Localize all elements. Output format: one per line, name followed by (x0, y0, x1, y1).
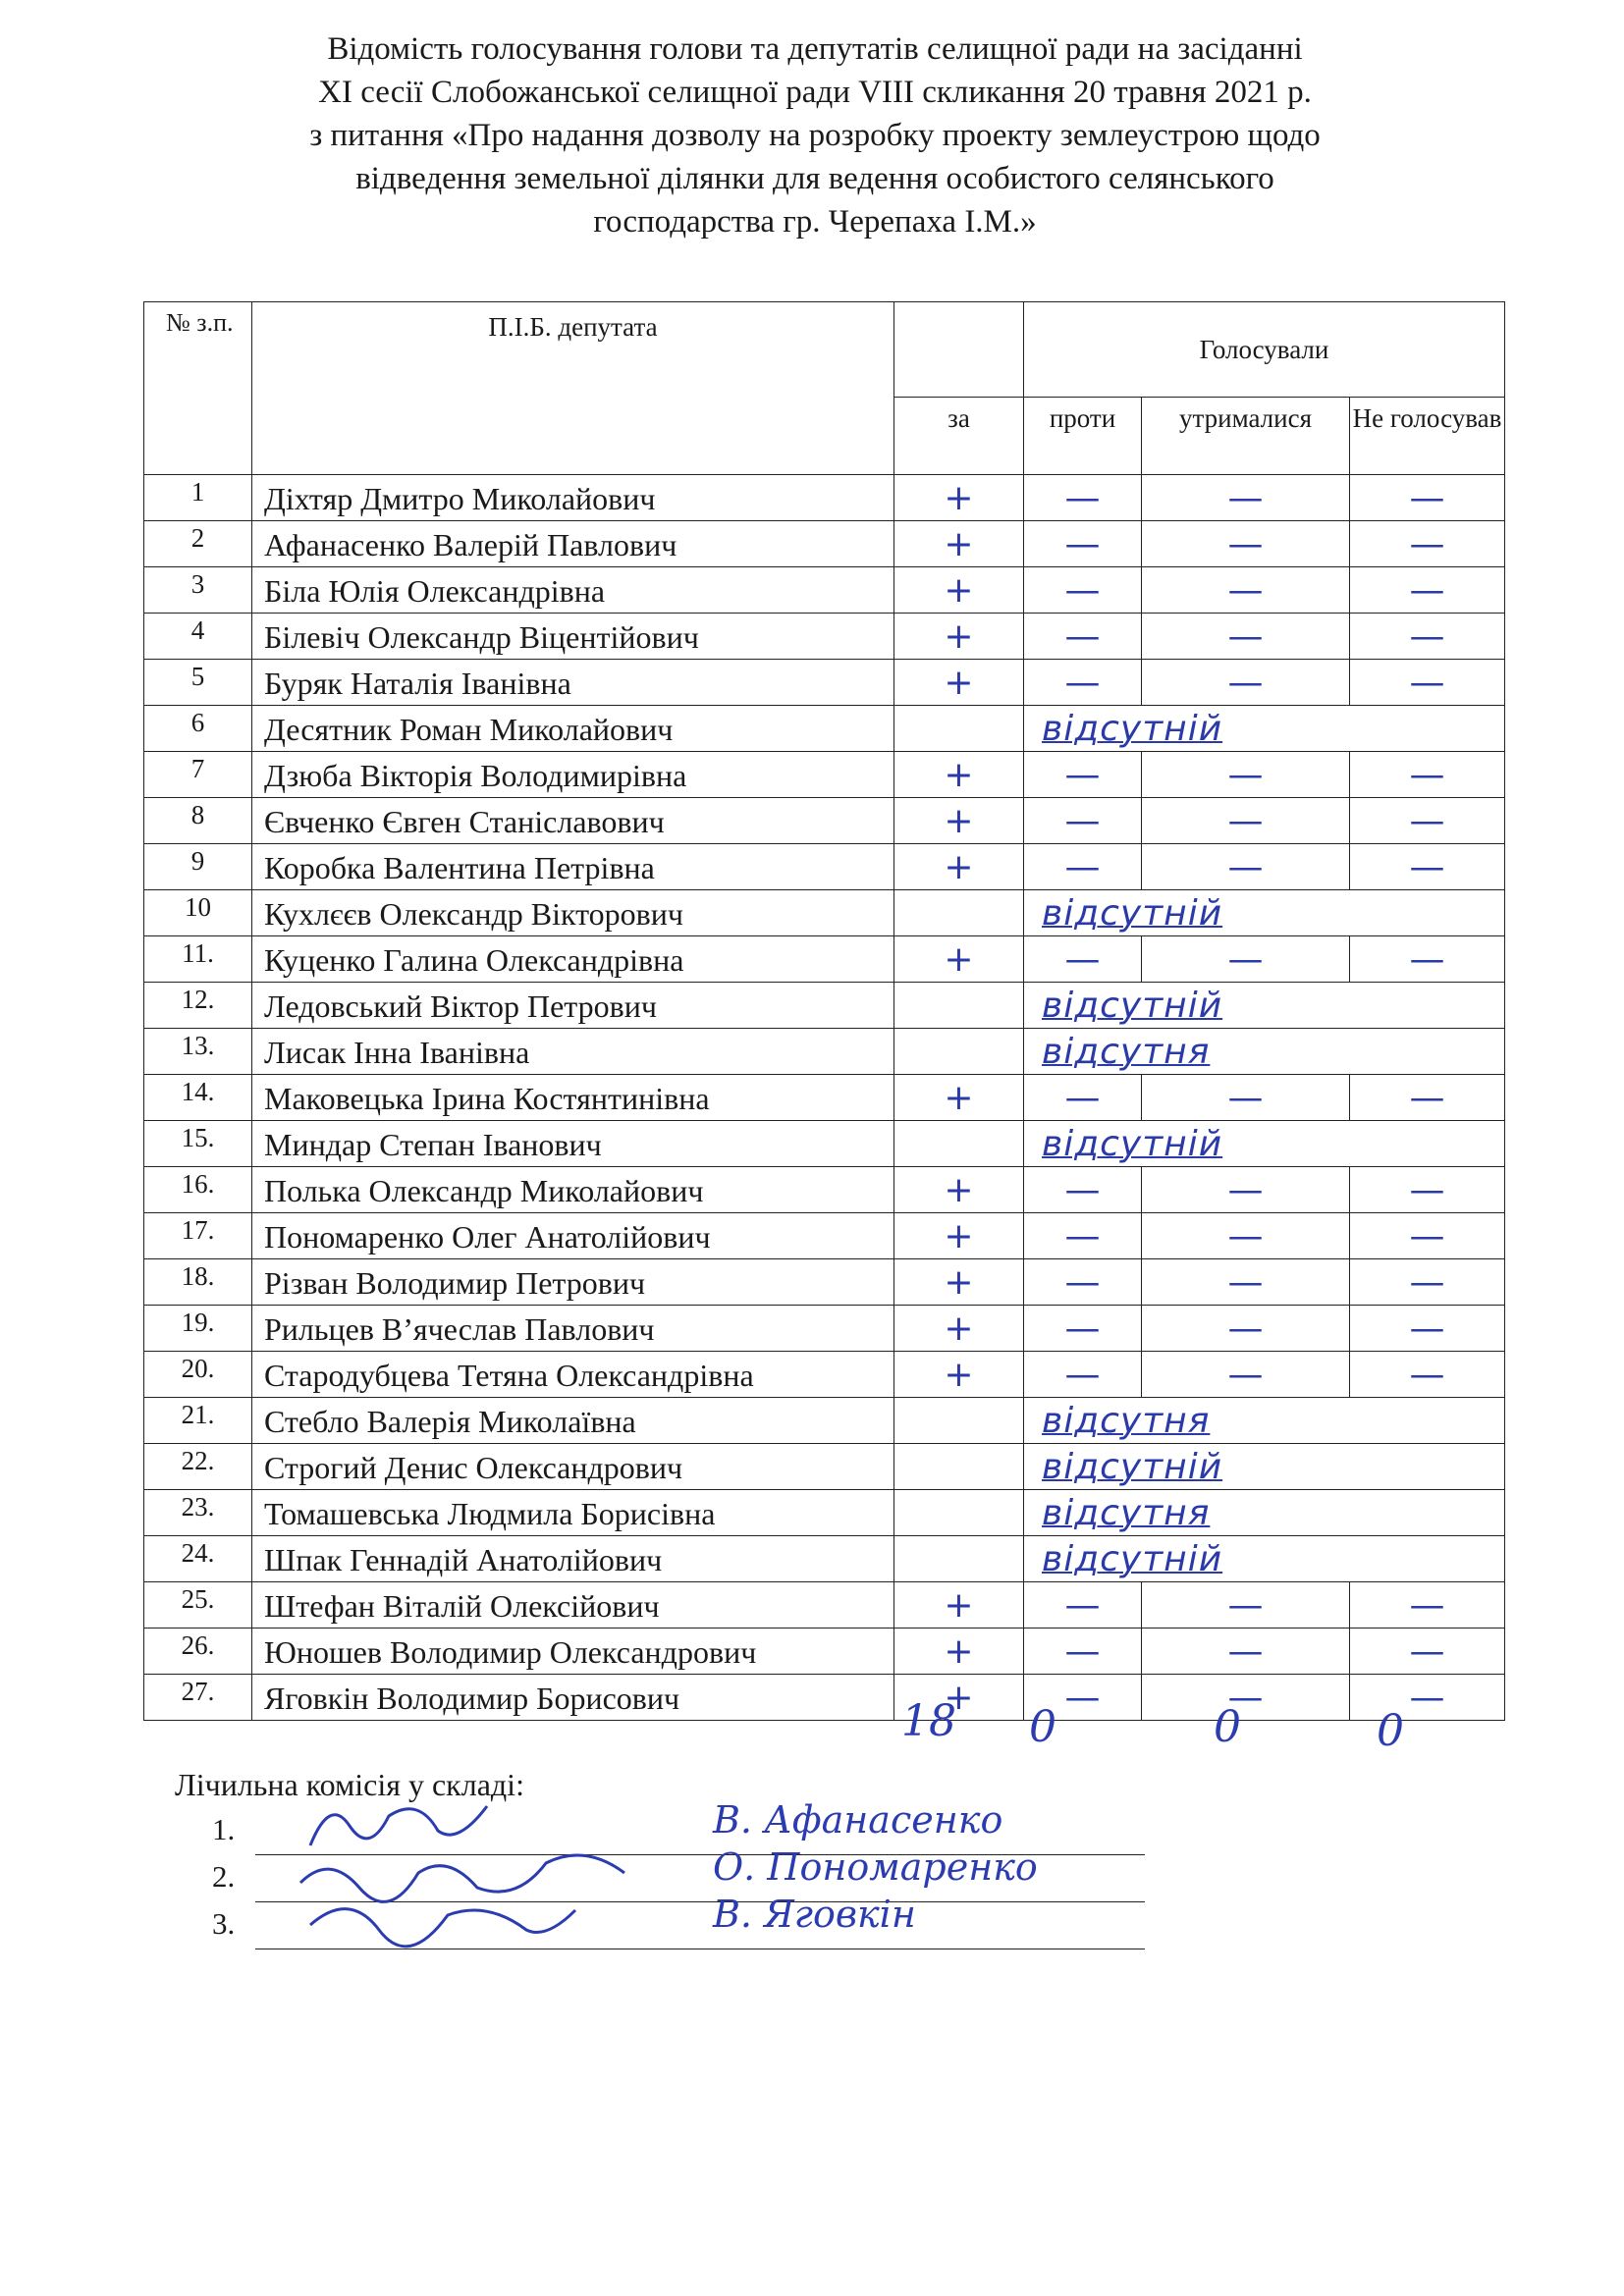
vote-utrymalysia: — (1142, 798, 1350, 844)
absent-mark: відсутній (1024, 1444, 1505, 1490)
vote-ne-holosuvav: — (1350, 1582, 1505, 1629)
member-index: 2. (212, 1859, 236, 1894)
vote-za (894, 1398, 1024, 1444)
table-row (144, 983, 1505, 1029)
vote-ne-holosuvav: — (1350, 936, 1505, 983)
vote-ne-holosuvav: — (1350, 567, 1505, 614)
row-number: 27. (144, 1675, 252, 1721)
header-proty: проти (1024, 398, 1142, 475)
member-index: 1. (212, 1812, 236, 1846)
title-line: XI сесії Слобожанської селищної ради VIII скликання 20 травня 2021 р. (318, 75, 1312, 110)
vote-proty: — (1024, 936, 1142, 983)
row-number: 21. (144, 1398, 252, 1444)
vote-za: + (894, 1675, 1024, 1721)
vote-za (894, 1121, 1024, 1167)
vote-ne-holosuvav: — (1350, 660, 1505, 706)
table-row (144, 1075, 1505, 1121)
row-number: 9 (144, 844, 252, 890)
vote-za: + (894, 1259, 1024, 1306)
row-number: 8 (144, 798, 252, 844)
deputy-name: Буряк Наталія Іванівна (252, 660, 894, 706)
vote-proty: — (1024, 1352, 1142, 1398)
vote-utrymalysia: — (1142, 1352, 1350, 1398)
vote-utrymalysia: — (1142, 1675, 1350, 1721)
vote-proty: — (1024, 660, 1142, 706)
deputy-name: Рильцев В’ячеслав Павлович (252, 1306, 894, 1352)
deputy-name: Біла Юлія Олександрівна (252, 567, 894, 614)
vote-utrymalysia: — (1142, 1629, 1350, 1675)
member-name: О. Пономаренко (713, 1845, 1038, 1889)
table-row (144, 1490, 1505, 1536)
vote-proty: — (1024, 844, 1142, 890)
table-row (144, 1213, 1505, 1259)
vote-za: + (894, 521, 1024, 567)
vote-ne-holosuvav: — (1350, 614, 1505, 660)
vote-utrymalysia: — (1142, 475, 1350, 521)
vote-za (894, 1536, 1024, 1582)
vote-za: + (894, 1213, 1024, 1259)
commission-member (212, 1893, 1145, 1953)
vote-proty: — (1024, 614, 1142, 660)
vote-za (894, 1444, 1024, 1490)
vote-za: + (894, 1075, 1024, 1121)
total-za: 18 (901, 1696, 956, 1746)
absent-mark: відсутній (1024, 1121, 1505, 1167)
vote-ne-holosuvav: — (1350, 1167, 1505, 1213)
vote-za (894, 706, 1024, 752)
deputy-name: Пономаренко Олег Анатолійович (252, 1213, 894, 1259)
vote-proty: — (1024, 798, 1142, 844)
vote-proty: — (1024, 1167, 1142, 1213)
vote-za (894, 890, 1024, 936)
row-number: 22. (144, 1444, 252, 1490)
vote-ne-holosuvav: — (1350, 1629, 1505, 1675)
vote-utrymalysia: — (1142, 1075, 1350, 1121)
deputy-name: Кухлєєв Олександр Вікторович (252, 890, 894, 936)
row-number: 2 (144, 521, 252, 567)
member-name: В. Афанасенко (713, 1798, 1003, 1842)
row-number: 14. (144, 1075, 252, 1121)
vote-proty: — (1024, 1075, 1142, 1121)
total-proty: 0 (1029, 1702, 1056, 1752)
vote-za: + (894, 1167, 1024, 1213)
table-row (144, 1352, 1505, 1398)
deputy-name: Строгий Денис Олександрович (252, 1444, 894, 1490)
row-number: 16. (144, 1167, 252, 1213)
vote-ne-holosuvav: — (1350, 521, 1505, 567)
vote-proty: — (1024, 1675, 1142, 1721)
row-number: 19. (144, 1306, 252, 1352)
table-row (144, 1167, 1505, 1213)
deputy-name: Діхтяр Дмитро Миколайович (252, 475, 894, 521)
vote-proty: — (1024, 1259, 1142, 1306)
table-row (144, 1629, 1505, 1675)
vote-za (894, 1490, 1024, 1536)
vote-proty: — (1024, 521, 1142, 567)
deputy-name: Томашевська Людмила Борисівна (252, 1490, 894, 1536)
vote-za: + (894, 1629, 1024, 1675)
vote-ne-holosuvav: — (1350, 752, 1505, 798)
total-ne-holosuvav: 0 (1377, 1706, 1404, 1756)
vote-ne-holosuvav: — (1350, 1213, 1505, 1259)
vote-proty: — (1024, 1213, 1142, 1259)
total-utrymalysia: 0 (1214, 1702, 1241, 1752)
title-line: Відомість голосування голови та депутатів селищної ради на засіданні (327, 31, 1303, 67)
member-name: В. Яговкін (713, 1893, 916, 1936)
signature-scribble (291, 1881, 585, 1949)
row-number: 20. (144, 1352, 252, 1398)
header-ne-holosuvav: Не голосував (1350, 398, 1505, 475)
deputy-name: Полька Олександр Миколайович (252, 1167, 894, 1213)
table-body (144, 475, 1505, 1721)
row-number: 1 (144, 475, 252, 521)
commission-label: Лічильна комісія у складі: (175, 1767, 524, 1802)
row-number: 15. (144, 1121, 252, 1167)
deputy-name: Штефан Віталій Олексійович (252, 1582, 894, 1629)
row-number: 5 (144, 660, 252, 706)
absent-mark: відсутня (1024, 1029, 1505, 1075)
vote-za: + (894, 844, 1024, 890)
vote-proty: — (1024, 752, 1142, 798)
deputy-name: Різван Володимир Петрович (252, 1259, 894, 1306)
vote-utrymalysia: — (1142, 521, 1350, 567)
vote-za: + (894, 752, 1024, 798)
table-row (144, 475, 1505, 521)
vote-utrymalysia: — (1142, 936, 1350, 983)
deputy-name: Десятник Роман Миколайович (252, 706, 894, 752)
vote-za (894, 983, 1024, 1029)
voting-table (143, 301, 1505, 1721)
vote-utrymalysia: — (1142, 660, 1350, 706)
vote-utrymalysia: — (1142, 1582, 1350, 1629)
deputy-name: Юношев Володимир Олександрович (252, 1629, 894, 1675)
row-number: 24. (144, 1536, 252, 1582)
vote-utrymalysia: — (1142, 567, 1350, 614)
table-row (144, 890, 1505, 936)
deputy-name: Євченко Євген Станіславович (252, 798, 894, 844)
row-number: 17. (144, 1213, 252, 1259)
title-line: відведення земельної ділянки для ведення особистого селянського (355, 161, 1274, 196)
deputy-name: Коробка Валентина Петрівна (252, 844, 894, 890)
vote-ne-holosuvav: — (1350, 1675, 1505, 1721)
table-row (144, 1444, 1505, 1490)
header-name: П.І.Б. депутата (252, 302, 894, 475)
table-row (144, 1398, 1505, 1444)
vote-ne-holosuvav: — (1350, 844, 1505, 890)
vote-proty: — (1024, 1306, 1142, 1352)
row-number: 6 (144, 706, 252, 752)
vote-totals (0, 1696, 1624, 1755)
vote-za: + (894, 614, 1024, 660)
absent-mark: відсутній (1024, 983, 1505, 1029)
table-row (144, 1582, 1505, 1629)
absent-mark: відсутній (1024, 1536, 1505, 1582)
table-row (144, 1029, 1505, 1075)
header-utrymalysia: утрималися (1142, 398, 1350, 475)
deputy-name: Маковецька Ірина Костянтинівна (252, 1075, 894, 1121)
vote-za: + (894, 1582, 1024, 1629)
deputy-name: Куценко Галина Олександрівна (252, 936, 894, 983)
table-row (144, 1306, 1505, 1352)
vote-ne-holosuvav: — (1350, 1259, 1505, 1306)
row-number: 26. (144, 1629, 252, 1675)
vote-za: + (894, 475, 1024, 521)
row-number: 7 (144, 752, 252, 798)
deputy-name: Стародубцева Тетяна Олександрівна (252, 1352, 894, 1398)
table-row (144, 752, 1505, 798)
absent-mark: відсутня (1024, 1490, 1505, 1536)
table-row (144, 1121, 1505, 1167)
header-number: № з.п. (144, 302, 252, 475)
vote-ne-holosuvav: — (1350, 475, 1505, 521)
deputy-name: Дзюба Вікторія Володимирівна (252, 752, 894, 798)
vote-proty: — (1024, 567, 1142, 614)
vote-za (894, 1029, 1024, 1075)
deputy-name: Білевіч Олександр Віцентійович (252, 614, 894, 660)
absent-mark: відсутній (1024, 890, 1505, 936)
deputy-name: Яговкін Володимир Борисович (252, 1675, 894, 1721)
deputy-name: Афанасенко Валерій Павлович (252, 521, 894, 567)
table-row (144, 844, 1505, 890)
table-row (144, 614, 1505, 660)
vote-proty: — (1024, 475, 1142, 521)
document-title (157, 27, 1473, 243)
row-number: 23. (144, 1490, 252, 1536)
absent-mark: відсутня (1024, 1398, 1505, 1444)
vote-utrymalysia: — (1142, 1167, 1350, 1213)
deputy-name: Стебло Валерія Миколаївна (252, 1398, 894, 1444)
vote-za: + (894, 1306, 1024, 1352)
table-row (144, 1536, 1505, 1582)
absent-mark: відсутній (1024, 706, 1505, 752)
title-line: господарства гр. Черепаха І.М.» (593, 204, 1037, 240)
vote-utrymalysia: — (1142, 752, 1350, 798)
vote-za: + (894, 567, 1024, 614)
vote-ne-holosuvav: — (1350, 1306, 1505, 1352)
vote-proty: — (1024, 1629, 1142, 1675)
row-number: 18. (144, 1259, 252, 1306)
vote-utrymalysia: — (1142, 1213, 1350, 1259)
row-number: 13. (144, 1029, 252, 1075)
row-number: 12. (144, 983, 252, 1029)
deputy-name: Лисак Інна Іванівна (252, 1029, 894, 1075)
vote-ne-holosuvav: — (1350, 1075, 1505, 1121)
table-row (144, 1259, 1505, 1306)
vote-ne-holosuvav: — (1350, 1352, 1505, 1398)
table-row (144, 798, 1505, 844)
deputy-name: Миндар Степан Іванович (252, 1121, 894, 1167)
header-blank (894, 302, 1024, 398)
vote-za: + (894, 660, 1024, 706)
title-line: з питання «Про надання дозволу на розробку проекту землеустрою щодо (309, 118, 1321, 153)
vote-proty: — (1024, 1582, 1142, 1629)
row-number: 10 (144, 890, 252, 936)
table-row (144, 706, 1505, 752)
row-number: 4 (144, 614, 252, 660)
vote-ne-holosuvav: — (1350, 798, 1505, 844)
row-number: 25. (144, 1582, 252, 1629)
table-row (144, 521, 1505, 567)
vote-utrymalysia: — (1142, 844, 1350, 890)
header-za: за (894, 398, 1024, 475)
deputy-name: Ледовський Віктор Петрович (252, 983, 894, 1029)
header-voted: Голосували (1024, 302, 1505, 398)
vote-za: + (894, 936, 1024, 983)
vote-za: + (894, 798, 1024, 844)
row-number: 11. (144, 936, 252, 983)
deputy-name: Шпак Геннадій Анатолійович (252, 1536, 894, 1582)
row-number: 3 (144, 567, 252, 614)
table-row (144, 567, 1505, 614)
vote-utrymalysia: — (1142, 1259, 1350, 1306)
vote-utrymalysia: — (1142, 1306, 1350, 1352)
vote-utrymalysia: — (1142, 614, 1350, 660)
table-row (144, 660, 1505, 706)
member-index: 3. (212, 1906, 236, 1941)
vote-za: + (894, 1352, 1024, 1398)
table-row (144, 936, 1505, 983)
